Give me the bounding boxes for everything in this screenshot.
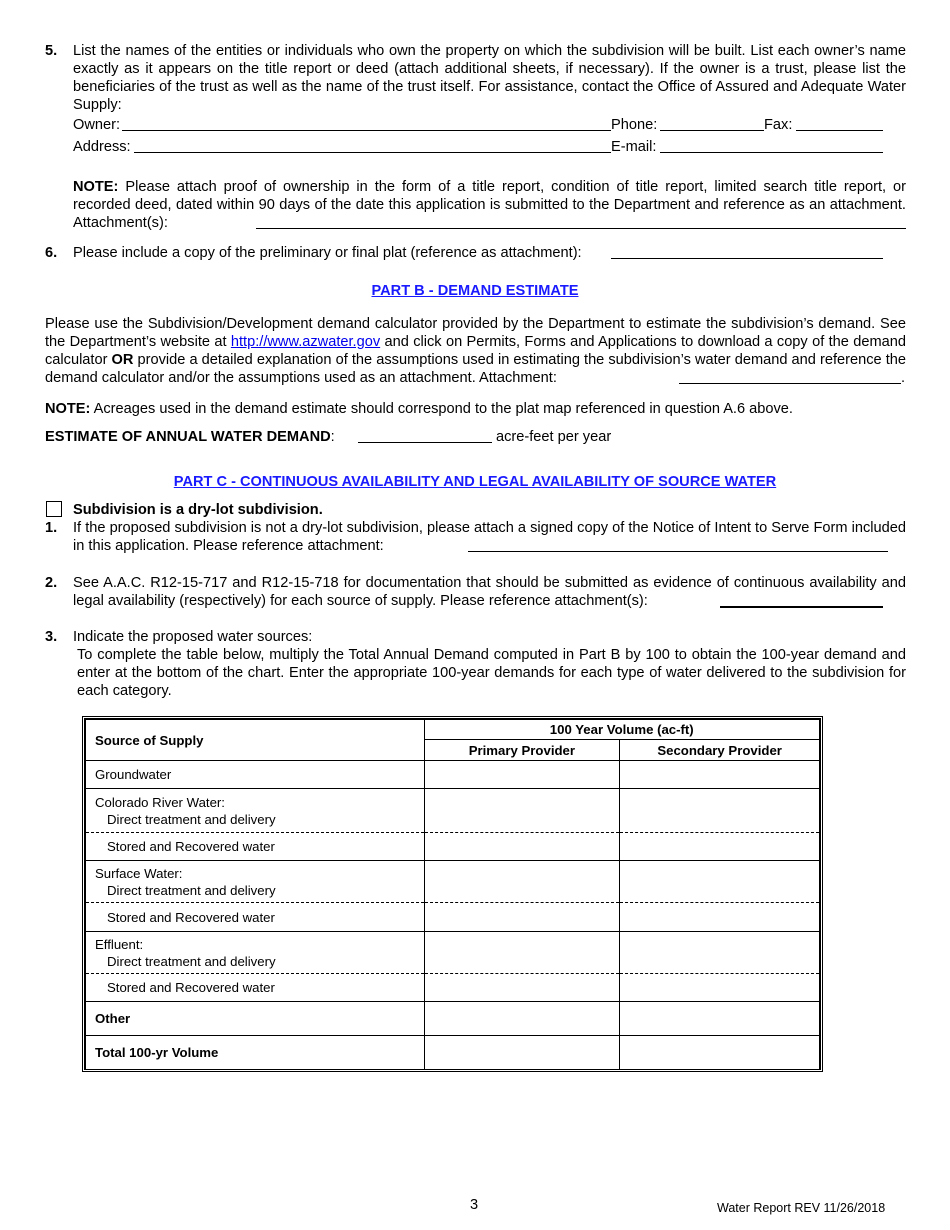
estimate-row — [45, 428, 335, 446]
colorado-direct-secondary-cell[interactable] — [620, 789, 820, 833]
groundwater-primary-cell[interactable] — [424, 761, 620, 789]
note-text: Please attach proof of ownership in the form of a title report, condition of title report, limited search title report, or recorded deed, dated within 90 days of the date this application is submitted to the Department and reference as an attachment. Attachment(s): — [73, 179, 906, 231]
owner-field[interactable] — [122, 130, 611, 131]
acreage-note — [45, 400, 793, 418]
part-c-heading: PART C - CONTINUOUS AVAILABILITY AND LEGAL AVAILABILITY OF SOURCE WATER — [173, 474, 777, 490]
other-primary-cell[interactable] — [424, 1002, 620, 1036]
source-of-supply-header: Source of Supply — [86, 720, 425, 761]
table-row-colorado-stored — [86, 833, 820, 861]
effluent-stored-secondary-cell[interactable] — [620, 974, 820, 1002]
part-c-q3-instructions: To complete the table below, multiply the Total Annual Demand computed in Part B by 100 to obtain the 100-year demand and enter at the bottom of the chart. Enter the appropriate 100-year demands for each type of water delivered to the subdivision for each category. — [77, 647, 906, 699]
colorado-direct-primary-cell[interactable] — [424, 789, 620, 833]
effluent-direct-label: Direct treatment and delivery — [107, 953, 276, 969]
surface-direct-secondary-cell[interactable] — [620, 861, 820, 903]
address-label: Address: — [73, 139, 131, 155]
part-c-q1-text: If the proposed subdivision is not a dry-lot subdivision, please attach a signed copy of the Notice of Intent to Serve Form included in this application. Please reference attachment: — [73, 520, 906, 554]
page-number: 3 — [470, 1197, 479, 1213]
colorado-stored-primary-cell[interactable] — [424, 833, 620, 861]
effluent-direct-primary-cell[interactable] — [424, 932, 620, 974]
surface-direct-primary-cell[interactable] — [424, 861, 620, 903]
total-label: Total 100-yr Volume — [86, 1036, 425, 1070]
volume-header: 100 Year Volume (ac-ft) — [424, 720, 819, 740]
annual-demand-field[interactable] — [358, 442, 492, 443]
acreage-note-text: Acreages used in the demand estimate should correspond to the plat map referenced in question A.6 above. — [90, 401, 793, 417]
part-c-q1-number: 1. — [45, 520, 58, 536]
effluent-stored-primary-cell[interactable] — [424, 974, 620, 1002]
secondary-provider-header: Secondary Provider — [620, 740, 820, 761]
table-row-surface-stored — [86, 903, 820, 932]
colorado-direct-label: Direct treatment and delivery — [107, 811, 276, 827]
part-b-text-1: Please use the Subdivision/Development demand calculator provided by the Department to estimate the subdivision’s demand. See the Department’s website at — [45, 316, 906, 350]
surface-label-cell — [86, 861, 425, 903]
ownership-attachment-field[interactable] — [256, 228, 906, 229]
address-field[interactable] — [134, 152, 611, 153]
revision-label: Water Report REV 11/26/2018 — [717, 1201, 886, 1215]
email-field[interactable] — [660, 152, 883, 153]
question-5-text: List the names of the entities or individuals who own the property on which the subdivision will be built. List each owner’s name exactly as it appears on the title report or deed (attach additional sheets, if necessary). If the owner is a trust, please list the beneficiaries of the trust as well as the name of the trust itself. For assistance, contact the Office of Assured and Adequate Water Supply: — [73, 43, 906, 113]
phone-label: Phone: — [611, 117, 658, 133]
primary-provider-header: Primary Provider — [424, 740, 620, 761]
plat-attachment-field[interactable] — [611, 258, 883, 259]
acreage-note-label: NOTE: — [45, 401, 91, 417]
estimate-units: acre-feet per year — [496, 429, 612, 445]
part-c-q2-number: 2. — [45, 575, 58, 591]
part-b-text-3: provide a detailed explanation of the assumptions used in estimating the subdivision’s water demand and reference the demand calculator and/or the assumptions used as an attachment. Attachment: — [45, 352, 906, 386]
colorado-stored-secondary-cell[interactable] — [620, 833, 820, 861]
dry-lot-label: Subdivision is a dry-lot subdivision. — [73, 502, 323, 518]
water-sources-table — [82, 716, 823, 1072]
question-5-number: 5. — [45, 43, 58, 59]
azwater-link[interactable]: http://www.azwater.gov — [230, 334, 381, 350]
table-row-effluent-direct — [86, 932, 820, 974]
colorado-stored-cell — [86, 833, 425, 861]
notice-attachment-field[interactable] — [468, 551, 888, 552]
total-secondary-cell[interactable] — [620, 1036, 820, 1070]
estimate-colon: : — [330, 429, 335, 445]
surface-direct-label: Direct treatment and delivery — [107, 882, 276, 898]
effluent-direct-secondary-cell[interactable] — [620, 932, 820, 974]
surface-stored-secondary-cell[interactable] — [620, 903, 820, 932]
part-b-period: . — [901, 370, 906, 386]
ownership-note — [73, 178, 906, 232]
groundwater-secondary-cell[interactable] — [620, 761, 820, 789]
table-row-other — [86, 1002, 820, 1036]
owner-label: Owner: — [73, 117, 121, 133]
effluent-stored-cell — [86, 974, 425, 1002]
total-primary-cell[interactable] — [424, 1036, 620, 1070]
part-c-q3-number: 3. — [45, 629, 58, 645]
surface-label: Surface Water: — [95, 865, 183, 881]
effluent-stored-label: Stored and Recovered water — [107, 980, 275, 995]
availability-attachment-field[interactable] — [720, 606, 883, 608]
part-c-q3-text: Indicate the proposed water sources: — [73, 629, 313, 645]
groundwater-label: Groundwater — [86, 761, 425, 789]
surface-stored-cell — [86, 903, 425, 932]
surface-stored-primary-cell[interactable] — [424, 903, 620, 932]
other-secondary-cell[interactable] — [620, 1002, 820, 1036]
effluent-label-cell — [86, 932, 425, 974]
fax-label: Fax: — [764, 117, 793, 133]
note-label: NOTE: — [73, 179, 119, 195]
estimate-label: ESTIMATE OF ANNUAL WATER DEMAND — [45, 429, 331, 445]
table-row-effluent-stored — [86, 974, 820, 1002]
email-label: E-mail: — [611, 139, 657, 155]
part-b-text-2: and click on Permits, Forms and Applications to download a copy of the demand calculator — [45, 334, 906, 368]
surface-stored-label: Stored and Recovered water — [107, 909, 275, 925]
table-row-colorado-direct — [86, 789, 820, 833]
colorado-label: Colorado River Water: — [95, 794, 225, 810]
table-row-groundwater — [86, 761, 820, 789]
part-c-q2-text: See A.A.C. R12-15-717 and R12-15-718 for documentation that should be submitted as evidence of continuous availability and legal availability (respectively) for each source of supply. Please reference attachment(s): — [73, 575, 906, 609]
table-row-surface-direct — [86, 861, 820, 903]
dry-lot-checkbox[interactable] — [46, 501, 62, 517]
colorado-stored-label: Stored and Recovered water — [107, 839, 275, 854]
effluent-label: Effluent: — [95, 936, 144, 952]
table-row-total — [86, 1036, 820, 1070]
part-b-paragraph — [45, 315, 906, 387]
colorado-label-cell — [86, 789, 425, 833]
part-b-or: OR — [111, 352, 134, 368]
fax-field[interactable] — [796, 130, 883, 131]
question-6-text: Please include a copy of the preliminary or final plat (reference as attachment): — [73, 245, 582, 261]
demand-attachment-field[interactable] — [679, 383, 901, 384]
phone-field[interactable] — [660, 130, 764, 131]
part-b-heading: PART B - DEMAND ESTIMATE — [371, 283, 579, 299]
other-label: Other — [86, 1002, 425, 1036]
question-6-number: 6. — [45, 245, 58, 261]
